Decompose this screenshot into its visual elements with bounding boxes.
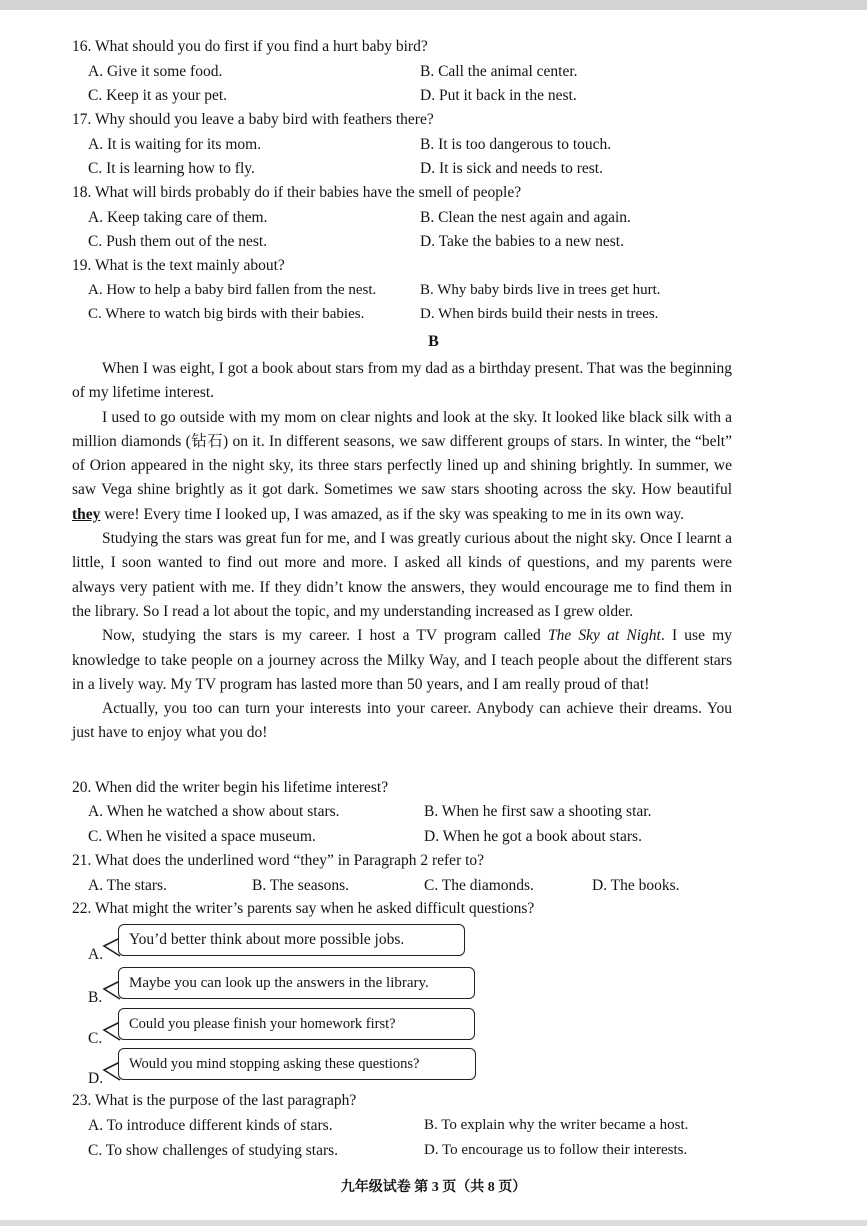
speech-bubble: Maybe you can look up the answers in the library. [118,967,475,999]
paragraph-2-text-start: I used to go outside with my mom on clear nights and look at the sky. It looked like black silk with a million diamonds (钻石) on it. In different seasons, we saw different groups of stars. In winter, the “belt” of Orion appeared in the night sky, its three stars perfectly lined up and shining brightly. In summer, we saw Vega shine brightly as it got dark. Sometimes we saw stars shooting across the sky. How beautiful [72,408,732,499]
question-18-option-d: D. Take the babies to a new nest. [420,233,624,250]
question-19-stem: 19. What is the text mainly about? [72,257,285,274]
question-21-stem: 21. What does the underlined word “they” in Paragraph 2 refer to? [72,852,485,869]
question-23-option-c: C. To show challenges of studying stars. [88,1142,339,1159]
underlined-word-they: they [72,505,101,523]
paragraph-4-text-end: . I use my knowledge to take people on a journey across the Milky Way, and I teach people about the different stars in a lively way. My TV program has lasted more than 50 years, and I am really proud of that! [72,627,732,693]
question-17-stem: 17. Why should you leave a baby bird with feathers there? [72,111,434,128]
section-b-heading: B [428,333,439,350]
question-19-option-d: D. When birds build their nests in trees. [420,306,659,322]
page-footer: 九年级试卷 第 3 页（共 8 页） [340,1180,527,1195]
option-letter: D. [88,1070,104,1087]
question-17-option-d: D. It is sick and needs to rest. [420,160,603,177]
question-20-option-b: B. When he first saw a shooting star. [424,803,652,820]
paragraph-1: When I was eight, I got a book about stars from my dad as a birthday present. That was the beginning of my lifetime interest. [72,360,732,402]
question-17-option-b: B. It is too dangerous to touch. [420,136,612,153]
question-21-option-c: C. The diamonds. [424,877,534,894]
paragraph-5: Actually, you too can turn your interests into your career. Anybody can achieve their dreams. You just have to enjoy what you do! [72,700,732,742]
speech-bubble: Would you mind stopping asking these questions? [118,1048,476,1080]
option-letter: A. [88,946,104,963]
scan-edge-bottom [0,1220,867,1226]
question-21-option-b: B. The seasons. [252,877,350,894]
question-16-stem: 16. What should you do first if you find a hurt baby bird? [72,38,428,55]
question-20-option-c: C. When he visited a space museum. [88,828,316,845]
question-23-option-a: A. To introduce different kinds of stars. [88,1117,333,1134]
question-16-option-c: C. Keep it as your pet. [88,87,228,104]
speech-bubble: Could you please finish your homework first? [118,1008,475,1040]
paragraph-4-text-start: Now, studying the stars is my career. I host a TV program called [102,627,548,645]
question-23-option-d: D. To encourage us to follow their interests. [424,1142,688,1158]
question-21-option-a: A. The stars. [88,877,167,894]
question-19-option-a: A. How to help a baby bird fallen from the nest. [88,282,377,298]
question-18-option-c: C. Push them out of the nest. [88,233,268,250]
option-letter: C. [88,1030,103,1047]
question-17-option-c: C. It is learning how to fly. [88,160,255,177]
question-16-option-a: A. Give it some food. [88,63,223,80]
question-22-stem: 22. What might the writer’s parents say when he asked difficult questions? [72,900,535,917]
passage-b [72,357,732,746]
question-22-option-d [88,1046,488,1088]
paragraph-3: Studying the stars was great fun for me, and I was greatly curious about the night sky. Once I learnt a little, I soon wanted to find out more and more. I asked all kinds of questions, and my parents were always very patient with me. If they didn’t know the answers, they would encourage me to find them in the library. So I read a lot about the topic, and my understanding increased as I grew older. [72,530,732,620]
question-19-option-b: B. Why baby birds live in trees get hurt. [420,282,661,298]
question-23-option-b: B. To explain why the writer became a host. [424,1117,689,1133]
question-18-stem: 18. What will birds probably do if their babies have the smell of people? [72,184,522,201]
question-16-option-d: D. Put it back in the nest. [420,87,577,104]
question-22-option-c [88,1006,488,1048]
speech-bubble: You’d better think about more possible jobs. [118,924,465,956]
question-17-option-a: A. It is waiting for its mom. [88,136,262,153]
paragraph-4 [72,624,732,697]
option-letter: B. [88,989,103,1006]
question-19-option-c: C. Where to watch big birds with their babies. [88,306,365,322]
question-18-option-a: A. Keep taking care of them. [88,209,268,226]
question-20-option-a: A. When he watched a show about stars. [88,803,340,820]
question-18-option-b: B. Clean the nest again and again. [420,209,631,226]
question-23-stem: 23. What is the purpose of the last paragraph? [72,1092,357,1109]
question-16-option-b: B. Call the animal center. [420,63,578,80]
paragraph-2-text-end: were! Every time I looked up, I was amazed, as if the sky was speaking to me in its own way. [100,505,684,523]
question-20-option-d: D. When he got a book about stars. [424,828,642,845]
question-22-option-a [88,922,488,964]
question-21-option-d: D. The books. [592,877,680,894]
question-20-stem: 20. When did the writer begin his lifetime interest? [72,779,389,796]
question-22-option-b [88,965,488,1007]
paragraph-2 [72,406,732,527]
program-title: The Sky at Night [547,627,661,645]
